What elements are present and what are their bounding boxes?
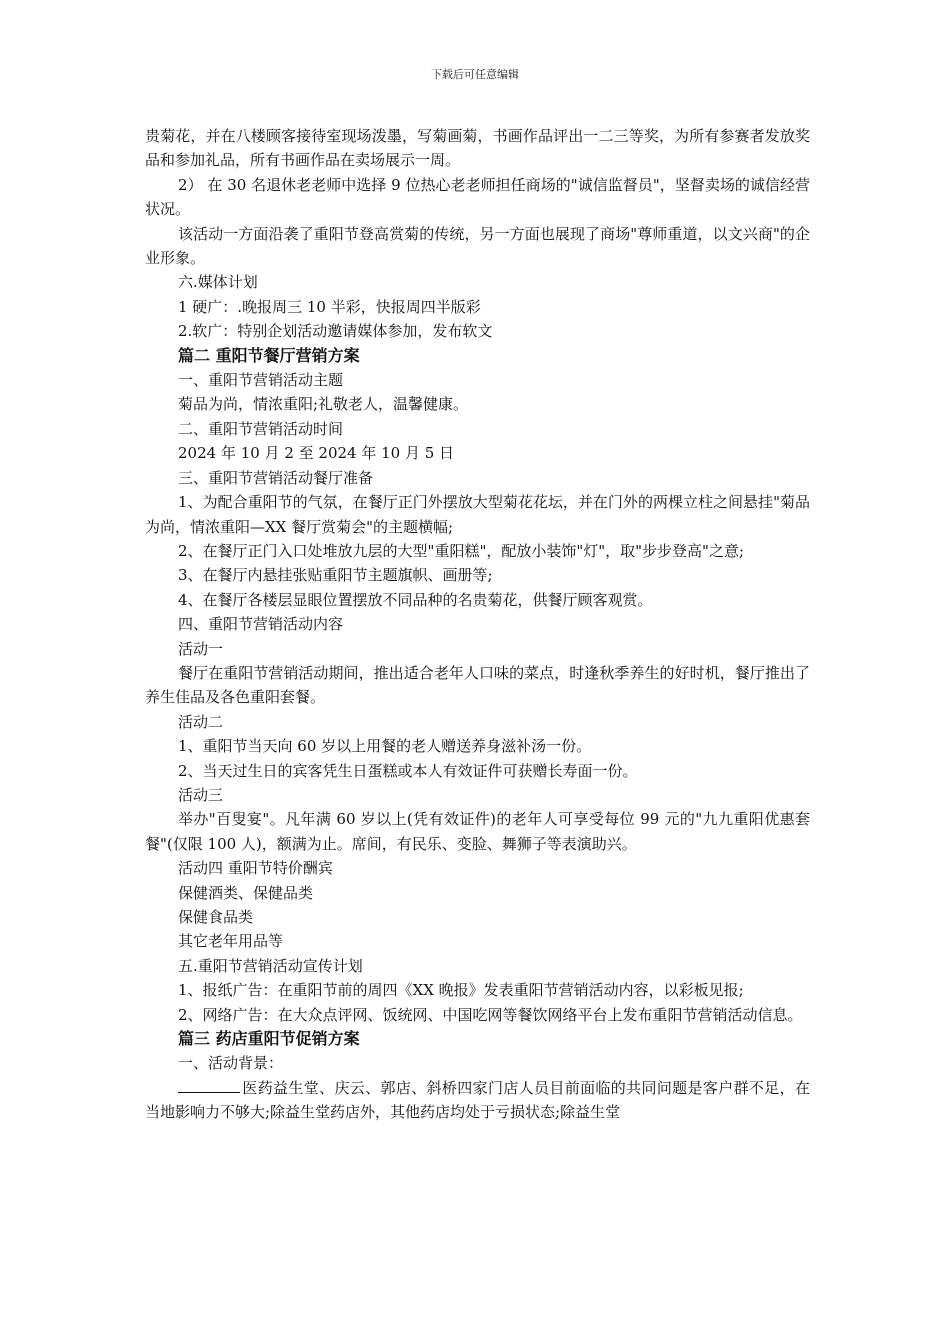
paragraph-text: 三、重阳节营销活动餐厅准备: [178, 468, 374, 487]
paragraph: [145, 563, 810, 587]
fill-in-blank: [178, 1078, 240, 1093]
paragraph-text: 1 硬广：.晚报周三 10 半彩，快报周四半版彩: [178, 297, 481, 316]
paragraph: [145, 222, 810, 271]
paragraph: [145, 637, 810, 661]
paragraph-text: 2.软广：特别企划活动邀请媒体参加，发布软文: [178, 322, 493, 341]
paragraph: [145, 783, 810, 807]
paragraph: [145, 807, 810, 856]
paragraph-text: 该活动一方面沿袭了重阳节登高赏菊的传统，另一方面也展现了商场"尊师重道，以文兴商"的企业形象。: [145, 224, 810, 268]
paragraph: [145, 856, 810, 880]
paragraph: [145, 1051, 810, 1075]
paragraph-text: 3、在餐厅内悬挂张贴重阳节主题旗帜、画册等;: [178, 566, 493, 585]
paragraph-text: 2、在餐厅正门入口处堆放九层的大型"重阳糕"，配放小装饰"灯"，取"步步登高"之意;: [178, 541, 744, 560]
paragraph: [145, 954, 810, 978]
paragraph: [145, 368, 810, 392]
section-heading: [145, 1027, 810, 1051]
paragraph: [145, 295, 810, 319]
paragraph-text: 活动四 重阳节特价酬宾: [178, 859, 333, 878]
paragraph: [145, 905, 810, 929]
paragraph-text: 篇三 药店重阳节促销方案: [178, 1029, 360, 1049]
paragraph-text: 2024 年 10 月 2 至 2024 年 10 月 5 日: [178, 444, 455, 463]
paragraph-text: 五.重阳节营销活动宣传计划: [178, 956, 363, 975]
paragraph-text: 篇二 重阳节餐厅营销方案: [178, 345, 360, 365]
paragraph: [145, 441, 810, 465]
paragraph-text: 活动一: [178, 639, 224, 658]
paragraph-text: 一、活动背景：: [178, 1054, 284, 1073]
paragraph: [145, 539, 810, 563]
paragraph-text: 保健酒类、保健品类: [178, 883, 314, 902]
paragraph-text: 六.媒体计划: [178, 273, 258, 292]
paragraph-text: 菊品为尚，情浓重阳;礼敬老人，温馨健康。: [178, 395, 469, 414]
paragraph: [145, 319, 810, 343]
paragraph-text: 活动三: [178, 785, 224, 804]
paragraph: [145, 466, 810, 490]
paragraph: [145, 124, 810, 173]
paragraph-text: 2、当天过生日的宾客凭生日蛋糕或本人有效证件可获赠长寿面一份。: [178, 761, 638, 780]
paragraph-text: 举办"百叟宴"。凡年满 60 岁以上(凭有效证件)的老年人可享受每位 99 元的"九九重阳优惠套餐"(仅限 100 人)，额满为止。席间，有民乐、变脸、舞狮子等表演助兴。: [145, 810, 810, 853]
paragraph: [145, 1003, 810, 1027]
paragraph: [145, 881, 810, 905]
paragraph-text: 贵菊花，并在八楼顾客接待室现场泼墨，写菊画菊，书画作品评出一二三等奖，为所有参赛者发放奖品和参加礼品，所有书画作品在卖场展示一周。: [145, 127, 810, 170]
paragraph-text: 四、重阳节营销活动内容: [178, 615, 344, 634]
paragraph: [145, 929, 810, 953]
paragraph-text: 医药益生堂、庆云、郭店、斜桥四家门店人员目前面临的共同问题是客户群不足，在当地影响力不够大;除益生堂药店外，其他药店均处于亏损状态;除益生堂: [145, 1078, 810, 1122]
paragraph-text: 餐厅在重阳节营销活动期间，推出适合老年人口味的菜点，时逢秋季养生的好时机，餐厅推出了养生佳品及各色重阳套餐。: [145, 663, 810, 707]
paragraph: [145, 734, 810, 758]
paragraph-text: 一、重阳节营销活动主题: [178, 371, 344, 390]
paragraph: [145, 710, 810, 734]
paragraph-text: 1、为配合重阳节的气氛，在餐厅正门外摆放大型菊花花坛，并在门外的两棵立柱之间悬挂"菊品为尚，情浓重阳—XX 餐厅赏菊会"的主题横幅;: [145, 493, 810, 536]
paragraph: [145, 417, 810, 441]
paragraph: [145, 270, 810, 294]
paragraph: [145, 612, 810, 636]
paragraph-text: 其它老年用品等: [178, 932, 284, 951]
paragraph-text: 活动二: [178, 712, 224, 731]
page-header-note: 下载后可任意编辑: [431, 68, 519, 81]
paragraph: [145, 759, 810, 783]
paragraph: [145, 661, 810, 710]
paragraph: [145, 1076, 810, 1125]
document-body: [145, 124, 810, 1125]
section-heading: [145, 344, 810, 368]
paragraph: [145, 588, 810, 612]
paragraph: [145, 173, 810, 222]
paragraph-text: 1、报纸广告：在重阳节前的周四《XX 晚报》发表重阳节营销活动内容，以彩板见报;: [178, 981, 744, 1000]
paragraph: [145, 490, 810, 539]
paragraph-text: 2、网络广告：在大众点评网、饭统网、中国吃网等餐饮网络平台上发布重阳节营销活动信息。: [178, 1005, 803, 1024]
paragraph-text: 保健食品类: [178, 908, 254, 926]
paragraph-text: 2） 在 30 名退休老老师中选择 9 位热心老老师担任商场的"诚信监督员"，坚督卖场的诚信经营状况。: [145, 175, 810, 219]
paragraph: [145, 978, 810, 1002]
paragraph-text: 1、重阳节当天向 60 岁以上用餐的老人赠送养身滋补汤一份。: [178, 737, 592, 756]
paragraph-text: 二、重阳节营销活动时间: [178, 419, 344, 438]
paragraph-text: 4、在餐厅各楼层显眼位置摆放不同品种的名贵菊花，供餐厅顾客观赏。: [178, 590, 653, 609]
paragraph: [145, 392, 810, 416]
